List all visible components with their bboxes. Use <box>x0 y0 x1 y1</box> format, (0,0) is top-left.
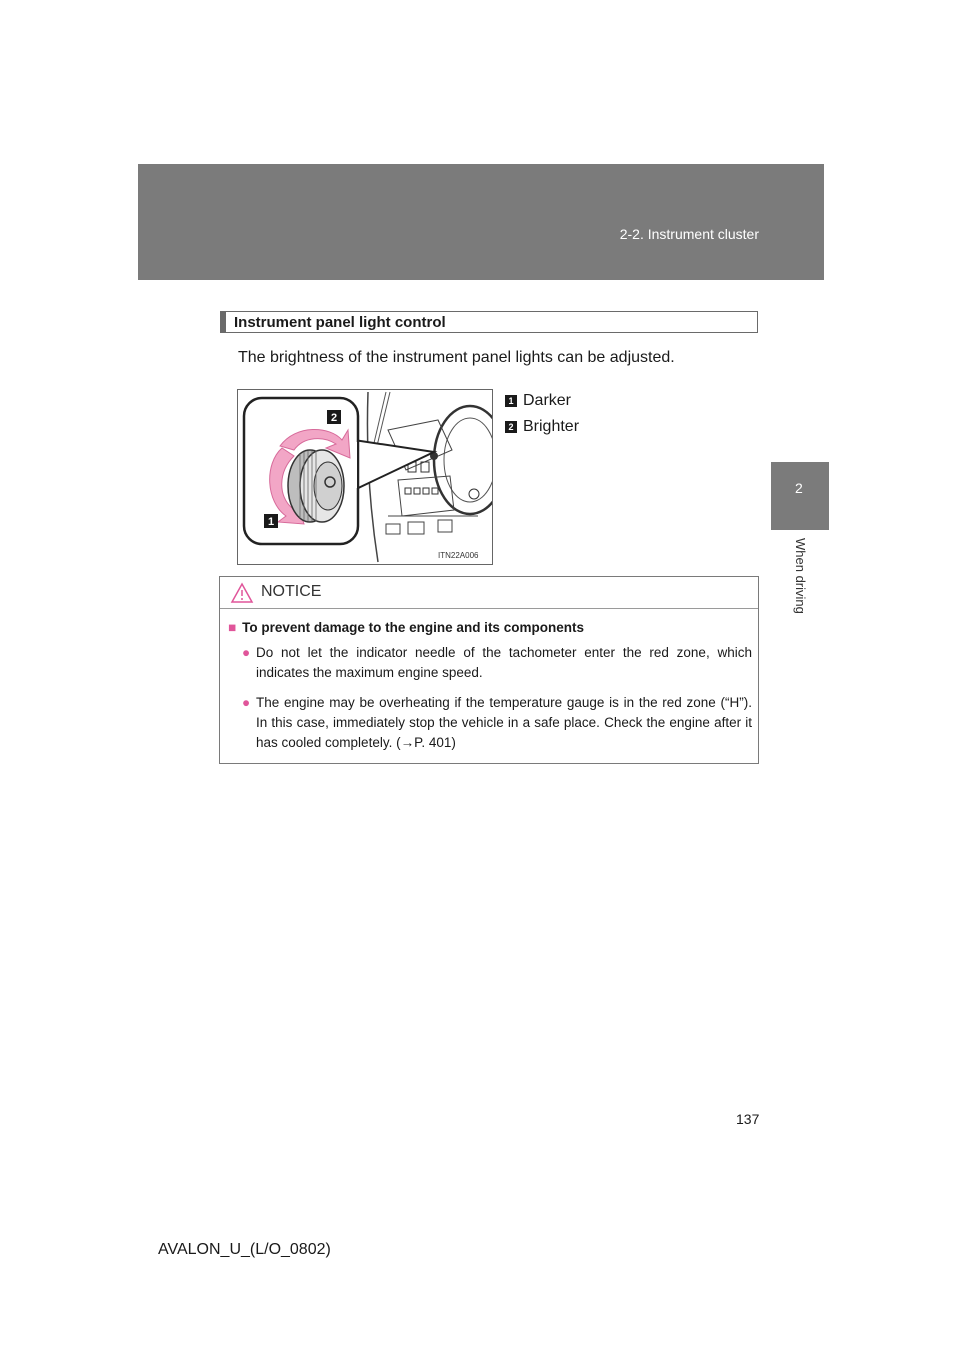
section-title-bar <box>220 311 758 333</box>
circle-bullet-icon: ● <box>242 695 251 710</box>
dimmer-illustration <box>237 389 493 565</box>
figure-legend <box>507 388 579 440</box>
square-bullet-icon: ■ <box>228 620 237 635</box>
section-breadcrumb: 2-2. Instrument cluster <box>619 226 759 242</box>
notice-bullet: ● The engine may be overheating if the temperature gauge is in the red zone (“H”). In this case, immediately stop the vehicle in a safe place. Check the engine after it has cooled completely. (→P. 401) <box>242 695 752 750</box>
notice-bullet: ● Do not let the indicator needle of the tachometer enter the red zone, which indicates the maximum engine speed. <box>242 645 752 680</box>
chapter-tab[interactable] <box>771 462 829 530</box>
header-band <box>138 164 824 280</box>
chapter-number: 2 <box>795 480 803 496</box>
section-title: Instrument panel light control <box>234 314 446 331</box>
notice-box <box>219 576 759 764</box>
legend-item-darker <box>507 388 579 414</box>
notice-header <box>220 577 758 609</box>
callout-2: 2 <box>330 412 338 424</box>
legend-item-brighter <box>507 414 579 440</box>
title-accent <box>221 312 226 332</box>
notice-subheading: ■ To prevent damage to the engine and its components <box>228 620 584 635</box>
circle-bullet-icon: ● <box>242 645 251 660</box>
warning-triangle-icon <box>230 582 254 604</box>
legend-label: Brighter <box>523 418 580 435</box>
chapter-label: When driving <box>793 538 808 614</box>
notice-label: NOTICE <box>261 583 322 600</box>
dimmer-knob-drawing <box>238 390 492 564</box>
footer-code: AVALON_U_(L/O_0802) <box>158 1241 331 1258</box>
legend-number: 1 <box>505 395 517 407</box>
intro-text: The brightness of the instrument panel lights can be adjusted. <box>238 349 675 366</box>
legend-number: 2 <box>505 421 517 433</box>
legend-label: Darker <box>523 392 572 409</box>
page-number: 137 <box>736 1111 760 1127</box>
figure-code: ITN22A006 <box>438 551 479 560</box>
callout-1: 1 <box>267 516 275 528</box>
